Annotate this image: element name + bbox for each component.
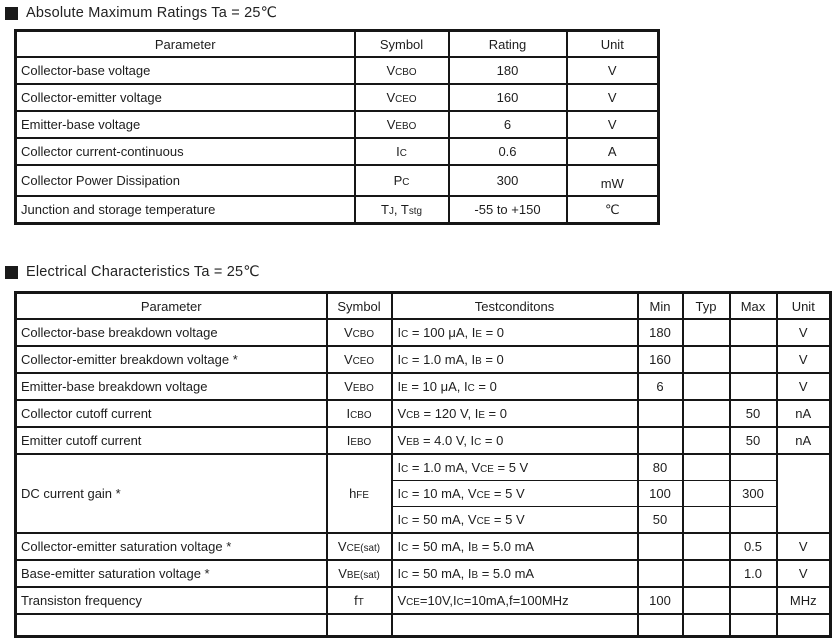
subscript-text: CB [406,410,420,421]
absolute-maximum-ratings-table [14,29,660,225]
min-cell: 160 [638,346,683,373]
unit-cell: V [777,533,831,560]
parameter-cell: Transiston frequency [16,587,327,614]
header-row [16,293,831,320]
typ-cell [683,481,730,507]
subscript-text: CE [476,516,491,527]
symbol-cell: VCEO [327,346,392,373]
max-cell: 300 [730,481,777,507]
min-cell [638,427,683,454]
testcondition-cell: IC = 1.0 mA, VCE = 5 V [392,454,638,481]
unit-cell: MHz [777,587,831,614]
unit-cell: V [567,111,659,138]
subscript-text: CE [476,490,491,501]
amr-body [16,57,659,224]
subscript-text: EBO [395,121,417,132]
unit-cell: nA [777,427,831,454]
unit-cell [777,454,831,533]
parameter-cell: Collector-base voltage [16,57,355,84]
rating-cell: 160 [449,84,567,111]
symbol-cell: TJ, Tstg [355,196,449,224]
header-row [16,31,659,58]
subscript-text: CEO [395,94,417,105]
max-cell: 0.5 [730,533,777,560]
parameter-cell: Collector-emitter breakdown voltage * [16,346,327,373]
subscript-text: E [401,383,408,394]
min-cell: 80 [638,454,683,481]
subscript-text: CBO [395,67,417,78]
min-cell: 50 [638,507,683,534]
min-cell [638,560,683,587]
symbol-cell: VCEO [355,84,449,111]
table-row [16,138,659,165]
parameter-cell: Emitter cutoff current [16,427,327,454]
subscript-text: CBO [352,329,375,340]
cutoff-cell [16,614,327,637]
unit-cell: nA [777,400,831,427]
column-header: Typ [683,293,730,320]
testcondition-cell: IC = 50 mA, VCE = 5 V [392,507,638,534]
subscript-text: CE [406,597,420,608]
subscript-text: CBO [350,410,372,421]
testcondition-cell: IE = 10 μA, IC = 0 [392,373,638,400]
column-header: Symbol [327,293,392,320]
testcondition-cell: VCB = 120 V, IE = 0 [392,400,638,427]
table-row [16,427,831,454]
cutoff-cell [683,614,730,637]
typ-cell [683,454,730,481]
subscript-text: EBO [352,383,374,394]
max-cell: 50 [730,400,777,427]
subscript-text: C [456,597,464,608]
testcondition-cell: IC = 1.0 mA, IB = 0 [392,346,638,373]
symbol-cell: VEBO [327,373,392,400]
table-row [16,84,659,111]
subscript-text: BE(sat) [346,570,380,581]
table-row [16,587,831,614]
table-row [16,57,659,84]
section-title-text: Absolute Maximum Ratings Ta = 25℃ [26,5,278,21]
subscript-text: C [401,490,409,501]
parameter-cell: Collector-emitter saturation voltage * [16,533,327,560]
datasheet-page [0,5,833,608]
min-cell: 100 [638,587,683,614]
table-row [16,319,831,346]
max-cell [730,373,777,400]
unit-cell: A [567,138,659,165]
ec-header [16,293,831,320]
parameter-cell: Collector current-continuous [16,138,355,165]
max-cell: 50 [730,427,777,454]
min-cell: 6 [638,373,683,400]
column-header: Symbol [355,31,449,58]
subscript-text: C [401,464,409,475]
column-header: Unit [777,293,831,320]
subscript-text: EB [406,437,420,448]
table-row [16,373,831,400]
typ-cell [683,373,730,400]
cutoff-cell [638,614,683,637]
testcondition-cell: VEB = 4.0 V, IC = 0 [392,427,638,454]
subscript-text: EBO [350,437,372,448]
symbol-cell: VBE(sat) [327,560,392,587]
subscript-text: B [471,570,479,581]
max-cell [730,507,777,534]
column-header: Unit [567,31,659,58]
symbol-cell: fT [327,587,392,614]
max-cell [730,587,777,614]
table-row [16,454,831,481]
max-cell [730,346,777,373]
cutoff-row [16,614,831,637]
rating-cell: 300 [449,165,567,196]
column-header: Parameter [16,293,327,320]
table-row [16,346,831,373]
typ-cell [683,507,730,534]
rating-cell: 0.6 [449,138,567,165]
unit-cell: V [567,84,659,111]
testcondition-cell: IC = 50 mA, IB = 5.0 mA [392,560,638,587]
square-bullet-icon [5,266,18,279]
testcondition-cell: VCE=10V,IC=10mA,f=100MHz [392,587,638,614]
symbol-cell: VCBO [327,319,392,346]
rating-cell: -55 to +150 [449,196,567,224]
subscript-text: C [401,356,409,367]
subscript-text: C [401,570,409,581]
typ-cell [683,346,730,373]
parameter-cell: Base-emitter saturation voltage * [16,560,327,587]
subscript-text: B [471,543,479,554]
max-cell [730,319,777,346]
typ-cell [683,400,730,427]
electrical-characteristics-table [14,291,832,638]
subscript-text: J [388,206,394,217]
subscript-text: B [475,356,482,367]
subscript-text: FE [356,490,369,501]
table-row [16,196,659,224]
section-title-text: Electrical Characteristics Ta = 25℃ [26,264,260,280]
subscript-text: T [357,597,364,608]
min-cell: 180 [638,319,683,346]
subscript-text: C [401,329,409,340]
table-row [16,111,659,138]
table-row [16,400,831,427]
subscript-text: C [401,543,409,554]
parameter-cell: Emitter-base breakdown voltage [16,373,327,400]
column-header: Parameter [16,31,355,58]
parameter-cell: Emitter-base voltage [16,111,355,138]
subscript-text: CEO [352,356,375,367]
column-header: Min [638,293,683,320]
amr-header [16,31,659,58]
unit-cell: V [777,560,831,587]
subscript-text: C [402,177,410,188]
max-cell: 1.0 [730,560,777,587]
typ-cell [683,427,730,454]
unit-cell: V [777,319,831,346]
parameter-cell: DC current gain * [16,454,327,533]
cutoff-cell [730,614,777,637]
parameter-cell: Collector-emitter voltage [16,84,355,111]
parameter-cell: Collector cutoff current [16,400,327,427]
subscript-text: stg [408,206,422,217]
typ-cell [683,587,730,614]
cutoff-cell [327,614,392,637]
min-cell: 100 [638,481,683,507]
symbol-cell: IC [355,138,449,165]
min-cell [638,400,683,427]
parameter-cell: Collector Power Dissipation [16,165,355,196]
table-row [16,165,659,196]
min-cell [638,533,683,560]
symbol-cell: VCBO [355,57,449,84]
table-row [16,560,831,587]
square-bullet-icon [5,7,18,20]
column-header: Rating [449,31,567,58]
rating-cell: 6 [449,111,567,138]
subscript-text: CE(sat) [346,543,381,554]
testcondition-cell: IC = 100 μA, IE = 0 [392,319,638,346]
symbol-cell: ICBO [327,400,392,427]
unit-cell: V [567,57,659,84]
subscript-text: CE [480,464,494,475]
subscript-text: E [475,329,482,340]
typ-cell [683,533,730,560]
cutoff-cell [392,614,638,637]
symbol-cell: VCE(sat) [327,533,392,560]
max-cell [730,454,777,481]
subscript-text: C [474,437,482,448]
testcondition-cell: IC = 10 mA, VCE = 5 V [392,481,638,507]
parameter-cell: Junction and storage temperature [16,196,355,224]
section-title-electrical-characteristics [5,264,833,280]
subscript-text: C [401,516,409,527]
subscript-text: C [467,383,475,394]
symbol-cell: VEBO [355,111,449,138]
table-row [16,533,831,560]
subscript-text: C [399,148,407,159]
typ-cell [683,560,730,587]
symbol-cell: IEBO [327,427,392,454]
parameter-cell: Collector-base breakdown voltage [16,319,327,346]
unit-cell: V [777,373,831,400]
typ-cell [683,319,730,346]
column-header: Testconditons [392,293,638,320]
unit-cell: V [777,346,831,373]
cutoff-cell [777,614,831,637]
unit-cell: mW [567,165,659,196]
subscript-text: E [478,410,485,421]
section-title-absolute-maximum-ratings [5,5,833,21]
testcondition-cell: IC = 50 mA, IB = 5.0 mA [392,533,638,560]
rating-cell: 180 [449,57,567,84]
ec-body [16,319,831,637]
symbol-cell: hFE [327,454,392,533]
unit-cell: ℃ [567,196,659,224]
column-header: Max [730,293,777,320]
symbol-cell: PC [355,165,449,196]
